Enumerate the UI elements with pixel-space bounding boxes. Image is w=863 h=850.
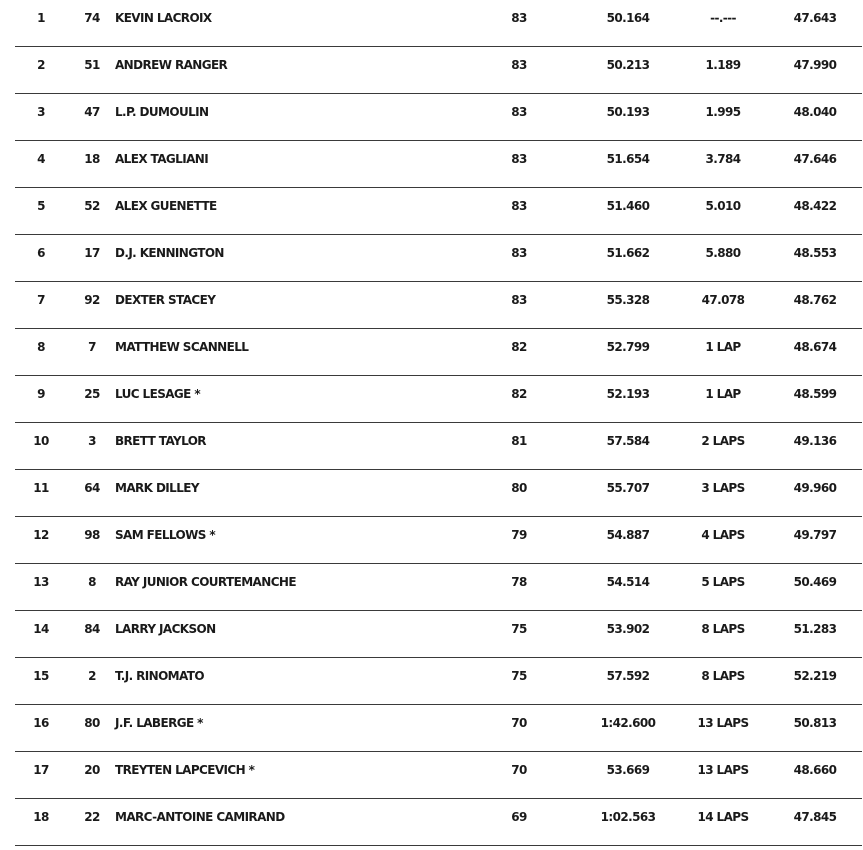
gap-cell: 3 LAPS — [701, 481, 745, 495]
gap-cell: 5 LAPS — [701, 575, 745, 589]
best-lap-cell: 49.797 — [793, 528, 837, 542]
table-row — [15, 752, 862, 799]
car-number-cell: 8 — [88, 575, 96, 589]
driver-name-cell: MARC-ANTOINE CAMIRAND — [115, 810, 285, 824]
driver-name-cell: LUC LESAGE * — [115, 387, 201, 401]
driver-name-cell: MATTHEW SCANNELL — [115, 340, 249, 354]
driver-name-cell: L.P. DUMOULIN — [115, 105, 209, 119]
best-lap-cell: 48.040 — [793, 105, 837, 119]
laps-cell: 83 — [511, 11, 527, 25]
driver-name-cell: BRETT TAYLOR — [115, 434, 206, 448]
car-number-cell: 3 — [88, 434, 96, 448]
gap-cell: 5.880 — [705, 246, 741, 260]
table-row — [15, 235, 862, 282]
gap-cell: 1.995 — [705, 105, 741, 119]
car-number-cell: 2 — [88, 669, 96, 683]
table-row — [15, 705, 862, 752]
lap-time-cell: 52.193 — [606, 387, 650, 401]
car-number-cell: 74 — [84, 11, 100, 25]
lap-time-cell: 51.654 — [606, 152, 650, 166]
position-cell: 6 — [37, 246, 45, 260]
lap-time-cell: 57.592 — [606, 669, 650, 683]
gap-cell: 14 LAPS — [697, 810, 749, 824]
car-number-cell: 20 — [84, 763, 100, 777]
table-row — [15, 376, 862, 423]
laps-cell: 69 — [511, 810, 527, 824]
best-lap-cell: 47.845 — [793, 810, 837, 824]
best-lap-cell: 49.960 — [793, 481, 837, 495]
driver-name-cell: LARRY JACKSON — [115, 622, 216, 636]
position-cell: 13 — [33, 575, 49, 589]
best-lap-cell: 48.599 — [793, 387, 837, 401]
table-row — [15, 423, 862, 470]
car-number-cell: 51 — [84, 58, 100, 72]
gap-cell: 13 LAPS — [697, 716, 749, 730]
driver-name-cell: ALEX GUENETTE — [115, 199, 217, 213]
position-cell: 9 — [37, 387, 45, 401]
position-cell: 11 — [33, 481, 49, 495]
position-cell: 17 — [33, 763, 49, 777]
best-lap-cell: 48.660 — [793, 763, 837, 777]
table-row — [15, 517, 862, 564]
table-row — [15, 47, 862, 94]
lap-time-cell: 51.460 — [606, 199, 650, 213]
position-cell: 2 — [37, 58, 45, 72]
car-number-cell: 17 — [84, 246, 100, 260]
gap-cell: 13 LAPS — [697, 763, 749, 777]
table-row — [15, 470, 862, 517]
gap-cell: 2 LAPS — [701, 434, 745, 448]
car-number-cell: 18 — [84, 152, 100, 166]
laps-cell: 70 — [511, 716, 527, 730]
position-cell: 3 — [37, 105, 45, 119]
lap-time-cell: 55.707 — [606, 481, 650, 495]
laps-cell: 79 — [511, 528, 527, 542]
lap-time-cell: 50.193 — [606, 105, 650, 119]
table-row — [15, 611, 862, 658]
laps-cell: 80 — [511, 481, 527, 495]
gap-cell: 3.784 — [705, 152, 741, 166]
table-row — [15, 329, 862, 376]
table-row — [15, 188, 862, 235]
table-row — [15, 0, 862, 47]
car-number-cell: 84 — [84, 622, 100, 636]
gap-cell: 4 LAPS — [701, 528, 745, 542]
lap-time-cell: 1:42.600 — [600, 716, 656, 730]
best-lap-cell: 48.762 — [793, 293, 837, 307]
laps-cell: 75 — [511, 622, 527, 636]
gap-cell: --.--- — [710, 11, 736, 25]
laps-cell: 81 — [511, 434, 527, 448]
driver-name-cell: J.F. LABERGE * — [115, 716, 203, 730]
lap-time-cell: 1:02.563 — [600, 810, 656, 824]
laps-cell: 75 — [511, 669, 527, 683]
laps-cell: 82 — [511, 387, 527, 401]
table-row — [15, 799, 862, 846]
best-lap-cell: 50.469 — [793, 575, 837, 589]
position-cell: 12 — [33, 528, 49, 542]
gap-cell: 1 LAP — [705, 340, 741, 354]
car-number-cell: 25 — [84, 387, 100, 401]
driver-name-cell: ALEX TAGLIANI — [115, 152, 209, 166]
lap-time-cell: 51.662 — [606, 246, 650, 260]
laps-cell: 83 — [511, 199, 527, 213]
laps-cell: 78 — [511, 575, 527, 589]
lap-time-cell: 50.164 — [606, 11, 650, 25]
lap-time-cell: 54.514 — [606, 575, 650, 589]
car-number-cell: 92 — [84, 293, 100, 307]
driver-name-cell: MARK DILLEY — [115, 481, 199, 495]
laps-cell: 83 — [511, 58, 527, 72]
best-lap-cell: 47.990 — [793, 58, 837, 72]
lap-time-cell: 54.887 — [606, 528, 650, 542]
best-lap-cell: 51.283 — [793, 622, 837, 636]
position-cell: 16 — [33, 716, 49, 730]
lap-time-cell: 53.669 — [606, 763, 650, 777]
lap-time-cell: 52.799 — [606, 340, 650, 354]
best-lap-cell: 47.643 — [793, 11, 837, 25]
position-cell: 14 — [33, 622, 49, 636]
position-cell: 5 — [37, 199, 45, 213]
car-number-cell: 52 — [84, 199, 100, 213]
best-lap-cell: 52.219 — [793, 669, 837, 683]
gap-cell: 47.078 — [701, 293, 745, 307]
driver-name-cell: KEVIN LACROIX — [115, 11, 212, 25]
lap-time-cell: 50.213 — [606, 58, 650, 72]
position-cell: 15 — [33, 669, 49, 683]
driver-name-cell: T.J. RINOMATO — [115, 669, 204, 683]
table-row — [15, 658, 862, 705]
car-number-cell: 47 — [84, 105, 100, 119]
laps-cell: 82 — [511, 340, 527, 354]
position-cell: 1 — [37, 11, 45, 25]
lap-time-cell: 55.328 — [606, 293, 650, 307]
lap-time-cell: 57.584 — [606, 434, 650, 448]
driver-name-cell: DEXTER STACEY — [115, 293, 216, 307]
best-lap-cell: 48.422 — [793, 199, 837, 213]
car-number-cell: 98 — [84, 528, 100, 542]
laps-cell: 83 — [511, 152, 527, 166]
gap-cell: 8 LAPS — [701, 622, 745, 636]
table-row — [15, 564, 862, 611]
lap-time-cell: 53.902 — [606, 622, 650, 636]
laps-cell: 83 — [511, 293, 527, 307]
position-cell: 7 — [37, 293, 45, 307]
best-lap-cell: 49.136 — [793, 434, 837, 448]
car-number-cell: 64 — [84, 481, 100, 495]
driver-name-cell: SAM FELLOWS * — [115, 528, 216, 542]
car-number-cell: 80 — [84, 716, 100, 730]
driver-name-cell: ANDREW RANGER — [115, 58, 228, 72]
laps-cell: 70 — [511, 763, 527, 777]
driver-name-cell: RAY JUNIOR COURTEMANCHE — [115, 575, 296, 589]
best-lap-cell: 50.813 — [793, 716, 837, 730]
car-number-cell: 7 — [88, 340, 96, 354]
laps-cell: 83 — [511, 246, 527, 260]
gap-cell: 1 LAP — [705, 387, 741, 401]
position-cell: 10 — [33, 434, 49, 448]
car-number-cell: 22 — [84, 810, 100, 824]
race-results-table — [15, 0, 862, 846]
table-row — [15, 141, 862, 188]
table-row — [15, 94, 862, 141]
gap-cell: 8 LAPS — [701, 669, 745, 683]
best-lap-cell: 47.646 — [793, 152, 837, 166]
gap-cell: 1.189 — [705, 58, 741, 72]
table-row — [15, 282, 862, 329]
position-cell: 18 — [33, 810, 49, 824]
position-cell: 8 — [37, 340, 45, 354]
best-lap-cell: 48.553 — [793, 246, 837, 260]
driver-name-cell: D.J. KENNINGTON — [115, 246, 224, 260]
gap-cell: 5.010 — [705, 199, 741, 213]
best-lap-cell: 48.674 — [793, 340, 837, 354]
position-cell: 4 — [37, 152, 45, 166]
driver-name-cell: TREYTEN LAPCEVICH * — [115, 763, 255, 777]
laps-cell: 83 — [511, 105, 527, 119]
